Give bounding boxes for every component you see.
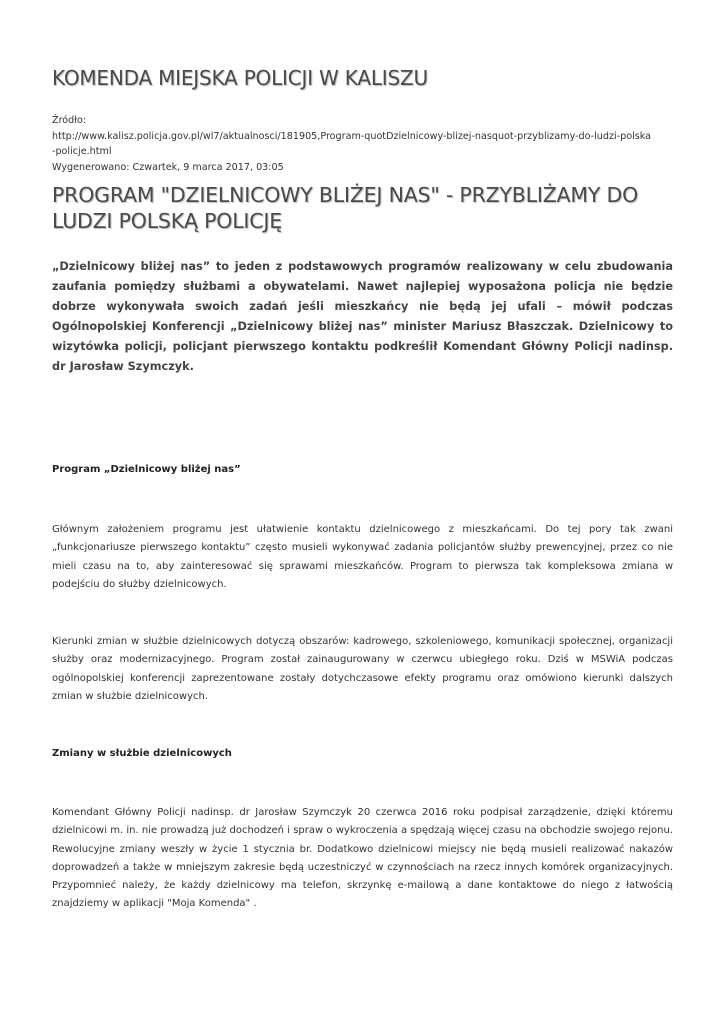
section-heading-program: Program „Dzielnicowy bliżej nas” — [52, 464, 241, 475]
source-url-line2: -policje.html — [52, 146, 112, 157]
generated-timestamp: Wygenerowano: Czwartek, 9 marca 2017, 03:05 — [52, 161, 284, 173]
document-meta — [52, 113, 673, 175]
paragraph-directions: Kierunki zmian w służbie dzielnicowych dotyczą obszarów: kadrowego, szkoleniowego, komunikacji społecznej, organizacji służby oraz modernizacyjnego. Program został zainaugurowany w czerwcu ubiegłego roku. Dziś w MSWiA podczas ogólnopolskiej konferencji zaprezentowane zostały dotychczasowe efekty programu oraz omówiono kierunki dalszych zmian w służbie dzielnicowych. — [52, 636, 673, 702]
source-url[interactable] — [52, 129, 673, 160]
section-heading-changes: Zmiany w służbie dzielnicowych — [52, 748, 232, 759]
paragraph-changes: Komendant Główny Policji nadinsp. dr Jarosław Szymczyk 20 czerwca 2016 roku podpisał zarządzenie, dzięki któremu dzielnicowi m. in. nie prowadzą już dochodzeń i spraw o wykroczenia a spędzają więcej czasu na obchodzie swojego rejonu. Rewolucyjne zmiany weszły w życie 1 stycznia br. Dodatkowo dzielnicowi miejscy nie będą musieli realizować nakazów doprowadzeń a także w mniejszym zakresie będą uczestniczyć w czynnościach na rzecz innych komórek organizacyjnych. Przypomnieć należy, że każdy dzielnicowy ma telefon, skrzynkę e-mailową a dane kontaktowe do niego z łatwością znajdziemy w aplikacji "Moja Komenda" . — [52, 807, 673, 910]
source-url-line1: http://www.kalisz.policja.gov.pl/wl7/aktualnosci/181905,Program-quotDzielnicowy-blizej-nasquot-przyblizamy-do-ludzi-polska — [52, 130, 652, 142]
paragraph-main-goal: Głównym założeniem programu jest ułatwienie kontaktu dzielnicowego z mieszkańcami. Do tej pory tak zwani „funkcjonariusze pierwszego kontaktu” często musieli wykonywać zadania policjantów służby prewencyjnej, przez co nie mieli czasu na to, aby zainteresować się sprawami mieszkańców. Program to pierwsza tak kompleksowa zmiana w podejściu do służby dzielnicowych. — [52, 524, 673, 590]
article-lead: „Dzielnicowy bliżej nas” to jeden z podstawowych programów realizowany w celu zbudowania zaufania pomiędzy służbami a obywatelami. Nawet najlepiej wyposażona policja nie będzie dobrze wykonywała swoich zadań jeśli mieszkańcy nie będą jej ufali – mówił podczas Ogólnopolskiej Konferencji „Dzielnicowy bliżej nas” minister Mariusz Błaszczak. Dzielnicowy to wizytówka policji, policjant pierwszego kontaktu podkreślił Komendant Główny Policji nadinsp. dr Jarosław Szymczyk. — [52, 260, 673, 373]
site-title: KOMENDA MIEJSKA POLICJI W KALISZU — [52, 66, 428, 90]
article-title: PROGRAM "DZIELNICOWY BLIŻEJ NAS" - PRZYBLIŻAMY DO LUDZI POLSKĄ POLICJĘ — [52, 183, 639, 233]
source-label: Źródło: — [52, 115, 87, 126]
